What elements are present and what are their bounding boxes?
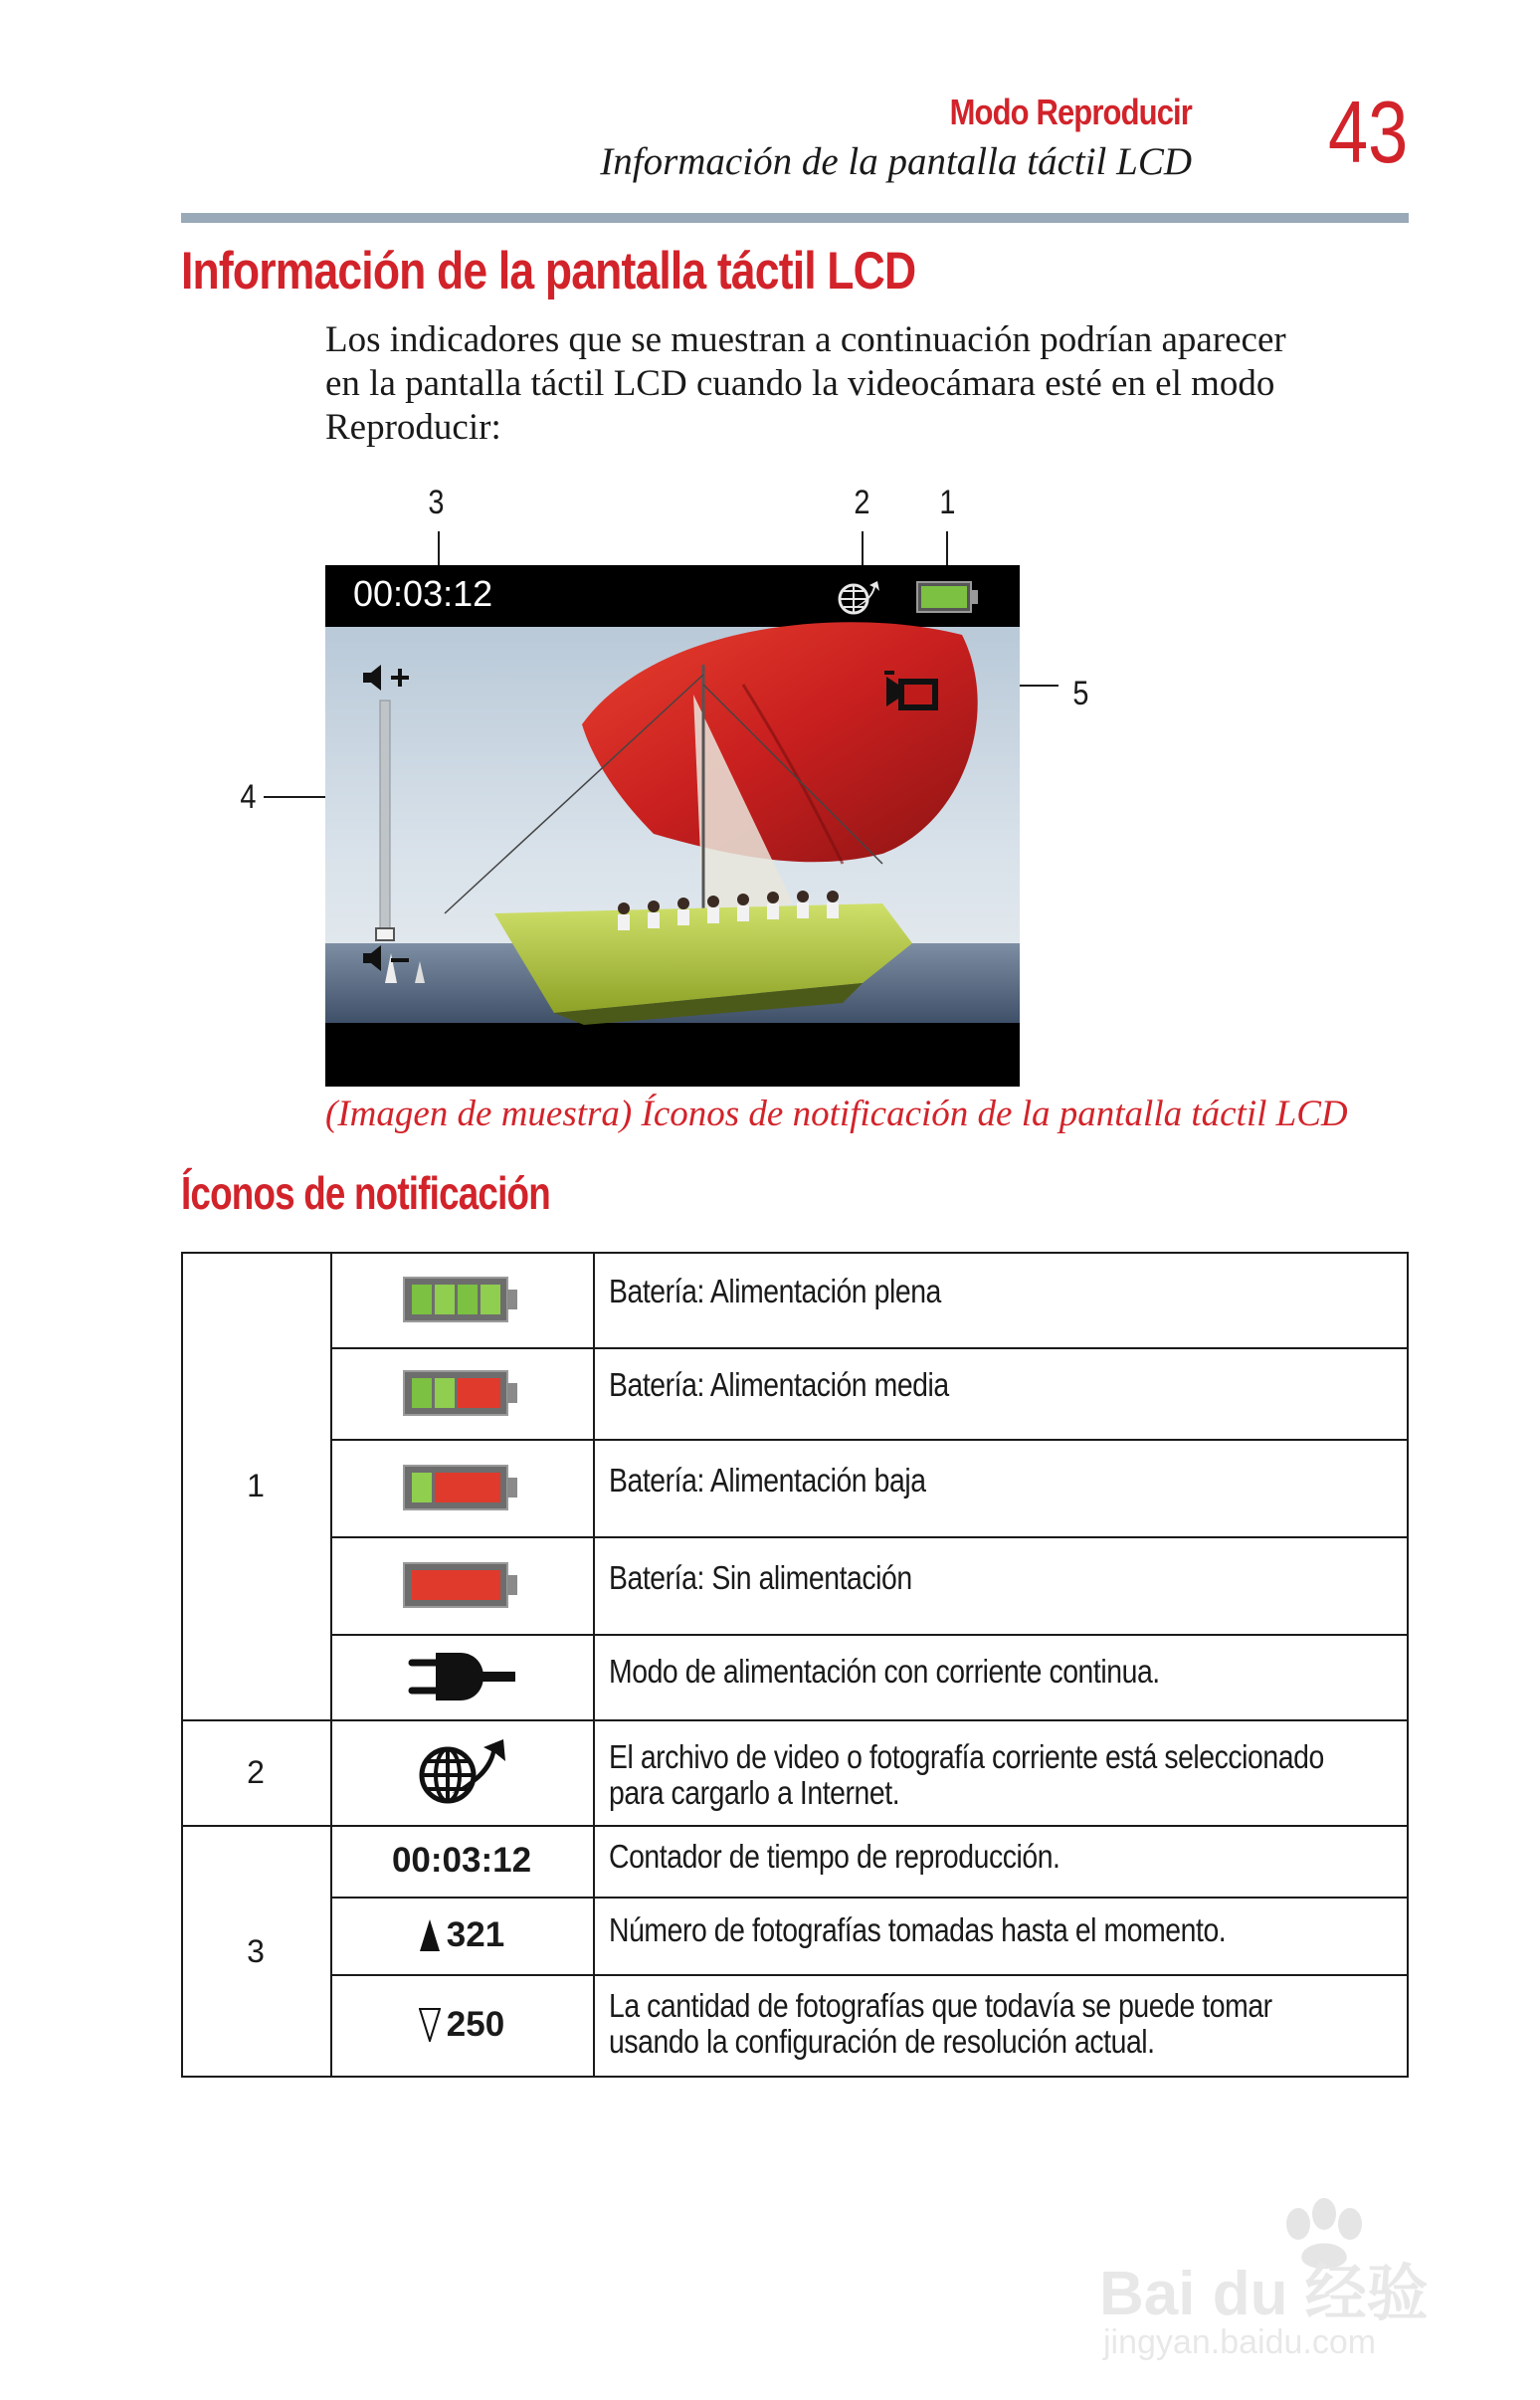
figure-caption: (Imagen de muestra) Íconos de notificación de la pantalla táctil LCD [325, 1094, 1348, 1134]
intro-line: Los indicadores que se muestran a continuación podrían aparecer [325, 319, 1286, 360]
callout-4: 4 [240, 778, 257, 816]
table-row [330, 1974, 593, 2076]
row-description: Número de fotografías tomadas hasta el momento. [609, 1911, 1227, 1948]
screen-timecode: 00:03:12 [353, 573, 493, 614]
row-description-line: usando la configuración de resolución actual. [609, 2023, 1155, 2060]
section-heading-notification-icons: Íconos de notificación [181, 1167, 550, 1219]
group-number-text: 2 [247, 1753, 265, 1790]
screen-volume-up-icon [361, 663, 413, 698]
triangle-down-icon [419, 2008, 441, 2042]
callout-3: 3 [428, 484, 445, 521]
row-description [609, 1739, 1379, 1811]
row-description: Batería: Alimentación baja [609, 1462, 926, 1499]
intro-line: Reproducir: [325, 407, 501, 448]
intro-line: en la pantalla táctil LCD cuando la videocámara esté en el modo [325, 363, 1275, 404]
table-row [330, 1825, 593, 1897]
row-description: Modo de alimentación con corriente continua. [609, 1653, 1160, 1690]
playback-time-counter: 00:03:12 [391, 1841, 532, 1880]
dc-plug-icon [402, 1647, 521, 1706]
lcd-sample-screen [325, 565, 1020, 1087]
table-column-divider [593, 1252, 595, 2078]
watermark-brand: Bai du 经验 [1099, 2260, 1429, 2328]
screen-battery-full-icon [916, 579, 980, 620]
intro-paragraph [325, 318, 1420, 450]
row-description: Batería: Alimentación plena [609, 1273, 941, 1309]
row-description [609, 1988, 1379, 2060]
header-subtitle: Información de la pantalla táctil LCD [600, 140, 1192, 183]
table-row [330, 1439, 593, 1536]
row-description-line: La cantidad de fotografías que todavía se puede tomar [609, 1987, 1272, 2024]
battery-medium-icon [402, 1367, 521, 1419]
battery-full-icon [402, 1274, 521, 1325]
table-row [330, 1897, 593, 1974]
table-row [330, 1252, 593, 1347]
table-border [1407, 1252, 1409, 2078]
callout-5: 5 [1072, 675, 1089, 712]
baidu-watermark [1099, 2184, 1457, 2383]
row-description: Batería: Sin alimentación [609, 1559, 912, 1596]
group-number [181, 1825, 330, 2078]
page-title: Información de la pantalla táctil LCD [181, 242, 916, 300]
callout-1: 1 [939, 484, 956, 521]
table-row [330, 1536, 593, 1634]
callout-2-leader [862, 531, 864, 567]
row-description: Contador de tiempo de reproducción. [609, 1838, 1060, 1875]
group-number-text: 3 [247, 1932, 265, 1969]
group-number [181, 1719, 330, 1825]
triangle-up-icon [419, 1918, 441, 1952]
callout-1-leader [946, 531, 948, 567]
row-description-line: para cargarlo a Internet. [609, 1774, 900, 1811]
table-row [330, 1634, 593, 1719]
photos-taken-count: 321 [446, 1915, 505, 1954]
screen-video-mode-icon [884, 671, 940, 717]
page-number: 43 [1328, 83, 1409, 181]
screen-volume-slider-thumb [375, 927, 395, 941]
battery-low-icon [402, 1462, 521, 1513]
watermark-url: jingyan.baidu.com [1103, 2323, 1377, 2361]
row-description: Batería: Alimentación media [609, 1366, 949, 1403]
group-number-text: 1 [247, 1467, 265, 1503]
table-border [181, 2076, 1409, 2078]
screen-volume-down-icon [361, 943, 413, 978]
header-section-title: Modo Reproducir [949, 92, 1192, 132]
screen-globe-upload-icon [836, 577, 881, 622]
callout-3-leader [438, 531, 440, 567]
battery-empty-icon [402, 1559, 521, 1611]
callout-2: 2 [854, 484, 870, 521]
notification-icons-table [181, 1252, 1409, 2078]
sailboat-scene [325, 565, 1020, 1087]
row-description-line: El archivo de video o fotografía corriente está seleccionado [609, 1738, 1324, 1775]
group-number [181, 1252, 330, 1719]
globe-upload-icon [412, 1737, 511, 1807]
table-row [330, 1719, 593, 1825]
photos-remaining-count: 250 [446, 2005, 505, 2044]
header-rule [181, 213, 1409, 223]
table-row [330, 1347, 593, 1439]
